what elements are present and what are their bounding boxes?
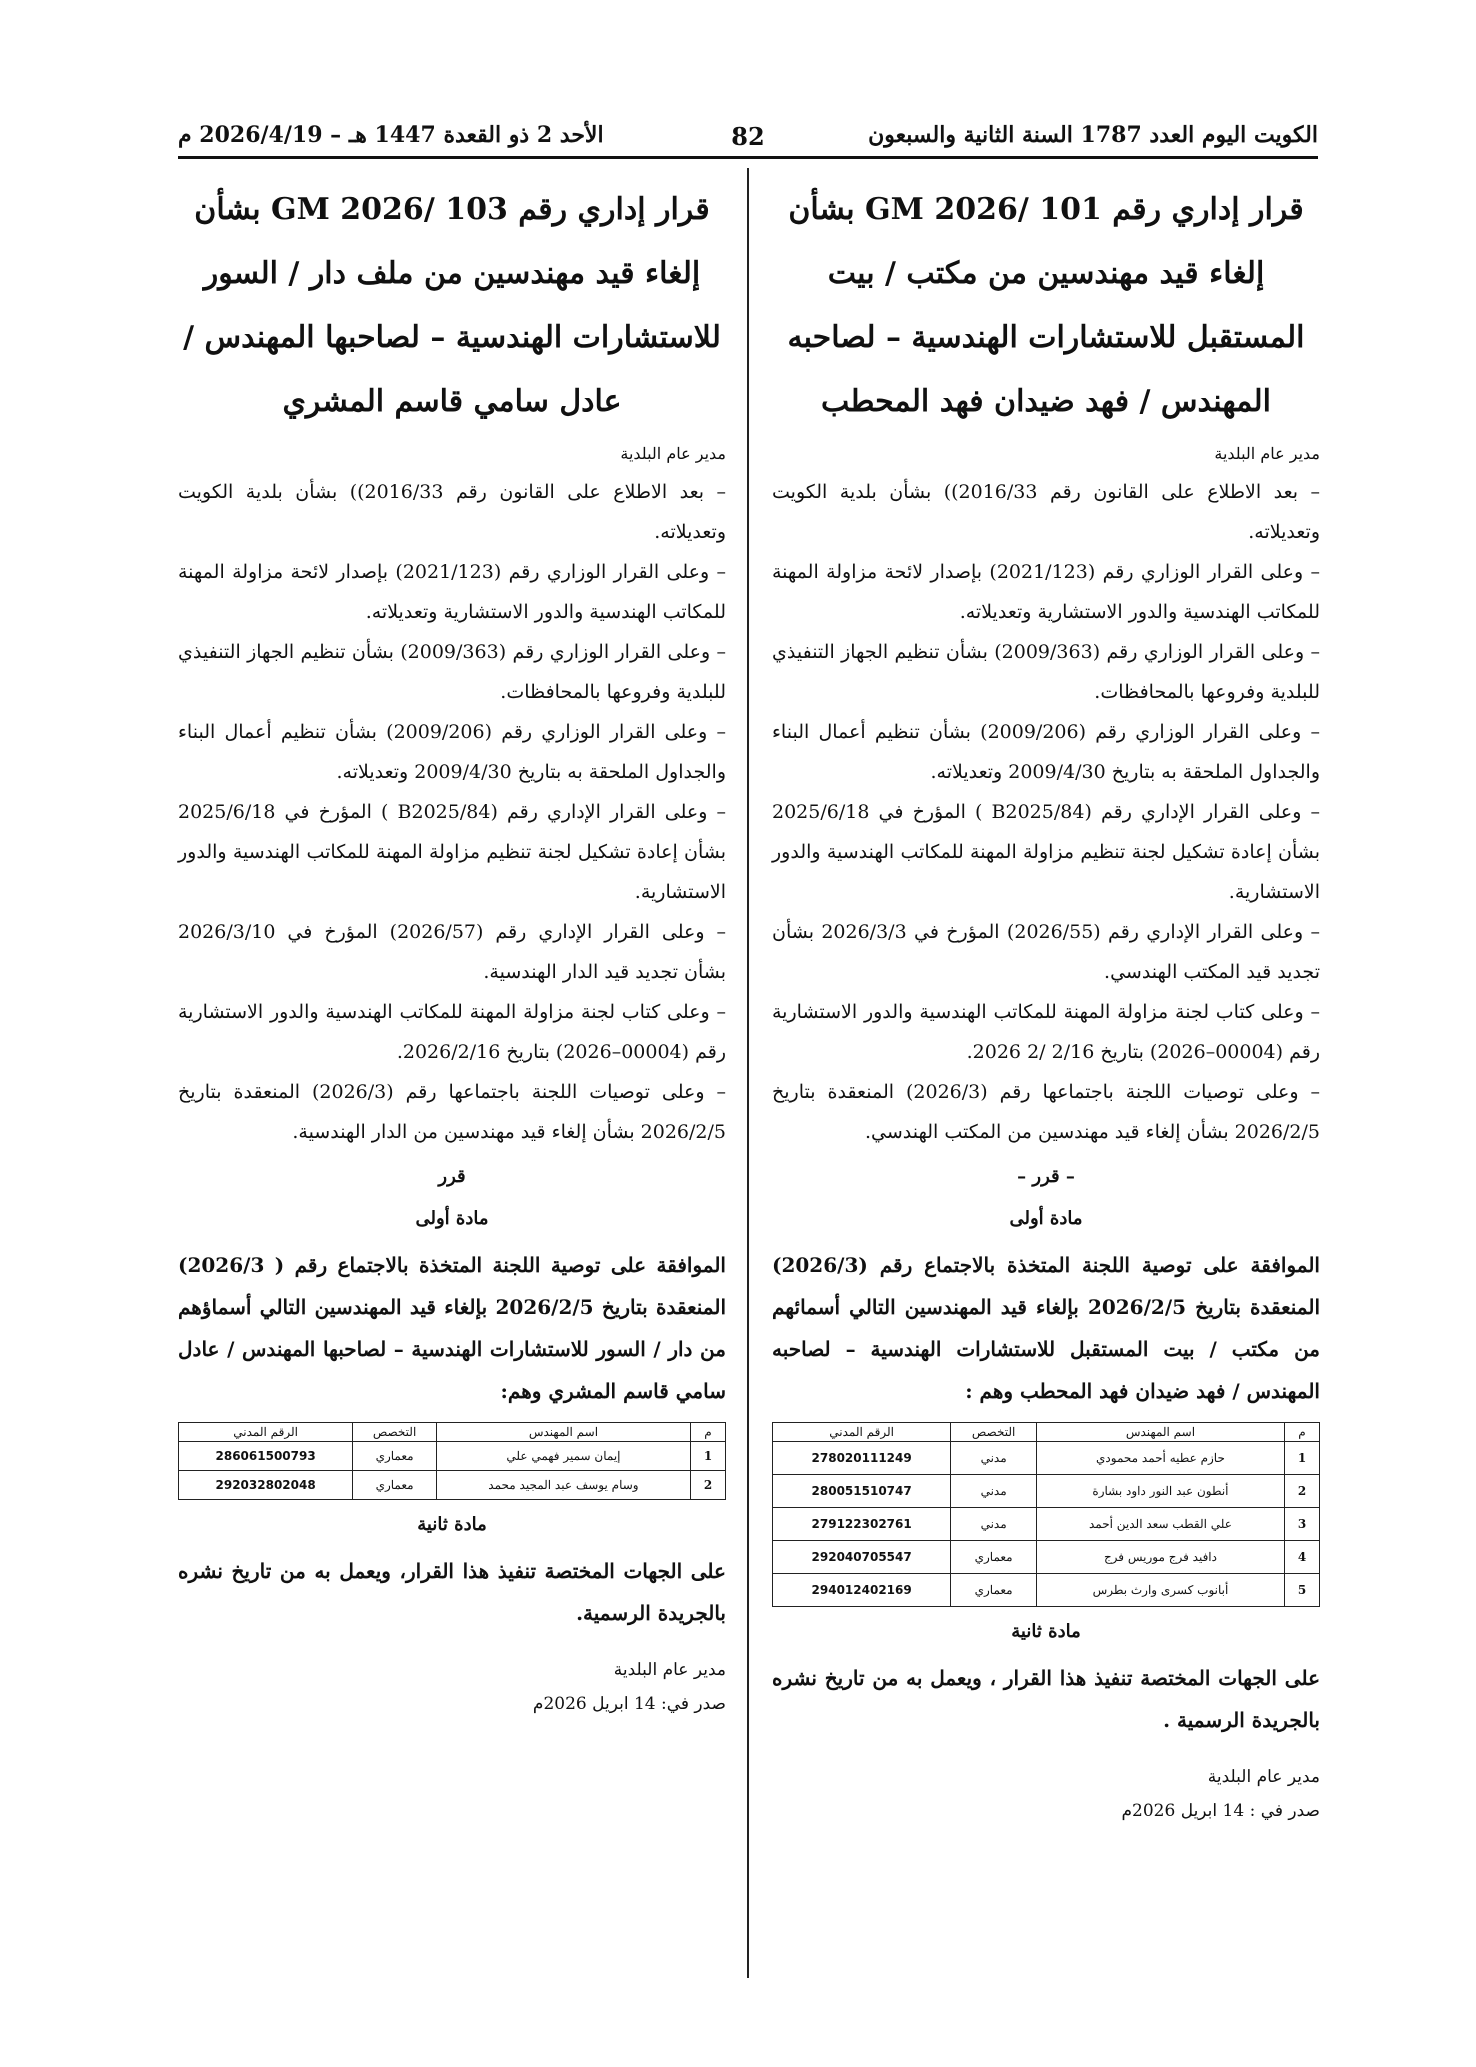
engineer-name: دافيد فرج موريس فرج (1036, 1541, 1284, 1574)
recital: – وعلى القرار الوزاري رقم (2021/123) بإصدار لائحة مزاولة المهنة للمكاتب الهندسية والدور الاستشارية وتعديلاته. (772, 561, 1320, 623)
recital: – وعلى القرار الوزاري رقم (2009/363) بشأن تنظيم الجهاز التنفيذي للبلدية وفروعها بالمحافظات. (178, 641, 726, 703)
row-no: 2 (1285, 1475, 1320, 1508)
article-1-heading: مادة أولى (1009, 1208, 1083, 1229)
col-header-no: م (1285, 1423, 1320, 1442)
issued-date: صدر في: 14 ابريل 2026م (532, 1694, 726, 1714)
issue-date: الأحد 2 ذو القعدة 1447 هـ – 2026/4/19 م (178, 122, 604, 148)
decision-title: قرار إداري رقم 103 /GM 2026 بشأن إلغاء قيد مهندسين من ملف دار / السور للاستشارات الهندسية – لصاحبها المهندس / عادل سامي قاسم المشري (183, 192, 721, 419)
civil-id: 286061500793 (179, 1442, 353, 1471)
recital: – بعد الاطلاع على القانون رقم 2016/33)) بشأن بلدية الكويت وتعديلاته. (772, 481, 1320, 543)
col-header-no: م (691, 1423, 726, 1442)
decision-title: قرار إداري رقم GM 2026/ 101 بشأن إلغاء قيد مهندسين من مكتب / بيت المستقبل للاستشارات الهندسية – لصاحبه المهندس / فهد ضيدان فهد المحطب (787, 192, 1305, 419)
recital: – وعلى القرار الإداري رقم (B2025/84 ) المؤرخ في 2025/6/18 بشأن إعادة تشكيل لجنة تنظيم مزاولة المهنة للمكاتب الهندسية والدور الاستشارية. (772, 801, 1320, 903)
table-row (773, 1541, 1320, 1574)
page-header (178, 118, 1318, 159)
engineers-table (772, 1422, 1320, 1607)
decided-heading: – قرر – (1017, 1166, 1075, 1187)
row-no: 1 (1285, 1442, 1320, 1475)
engineer-spec: مدني (951, 1442, 1037, 1475)
director-label: مدير عام البلدية (620, 444, 726, 463)
recital: – وعلى كتاب لجنة مزاولة المهنة للمكاتب الهندسية والدور الاستشارية رقم (00004–2026) بتاريخ 2026/2/16. (178, 1001, 726, 1063)
engineer-name: أنطون عبد النور داود بشارة (1036, 1475, 1284, 1508)
engineer-spec: معماري (951, 1574, 1037, 1607)
engineers-table (178, 1422, 726, 1500)
row-no: 4 (1285, 1541, 1320, 1574)
article-2-text: على الجهات المختصة تنفيذ هذا القرار، ويعمل به من تاريخ نشره بالجريدة الرسمية. (178, 1559, 726, 1625)
engineer-spec: معماري (951, 1541, 1037, 1574)
table-row (179, 1442, 726, 1471)
engineer-spec: مدني (951, 1508, 1037, 1541)
col-header-name: اسم المهندس (1036, 1423, 1284, 1442)
recital: – بعد الاطلاع على القانون رقم 2016/33)) بشأن بلدية الكويت وتعديلاته. (178, 481, 726, 543)
article-2-heading: مادة ثانية (1011, 1621, 1081, 1642)
signoff: مدير عام البلدية (1207, 1767, 1320, 1787)
page-number: 82 (731, 122, 765, 151)
gazette-issue: الكويت اليوم العدد 1787 السنة الثانية والسبعون (868, 122, 1318, 148)
engineer-name: وسام يوسف عبد المجيد محمد (436, 1471, 690, 1500)
recital: – وعلى القرار الإداري رقم (2026/55) المؤرخ في 2026/3/3 بشأن تجديد قيد المكتب الهندسي. (772, 921, 1320, 983)
civil-id: 278020111249 (773, 1442, 951, 1475)
recital: – وعلى القرار الإداري رقم (2026/57) المؤرخ في 2026/3/10 بشأن تجديد قيد الدار الهندسية. (178, 921, 726, 983)
col-header-id: الرقم المدني (773, 1423, 951, 1442)
row-no: 5 (1285, 1574, 1320, 1607)
table-row (773, 1442, 1320, 1475)
article-1-heading: مادة أولى (415, 1208, 489, 1229)
decision-103 (178, 178, 726, 1728)
recital: – وعلى القرار الوزاري رقم (2021/123) بإصدار لائحة مزاولة المهنة للمكاتب الهندسية والدور الاستشارية وتعديلاته. (178, 561, 726, 623)
table-row (773, 1574, 1320, 1607)
col-header-spec: التخصص (353, 1423, 437, 1442)
article-1-text: الموافقة على توصية اللجنة المتخذة بالاجتماع رقم (2026/3) المنعقدة بتاريخ 2026/2/5 بإلغاء قيد المهندسين التالي أسمائهم من مكتب / بيت المستقبل للاستشارات الهندسية – لصاحبه المهندس / فهد ضيدان فهد المحطب وهم : (772, 1253, 1321, 1403)
recital: – وعلى القرار الوزاري رقم (2009/363) بشأن تنظيم الجهاز التنفيذي للبلدية وفروعها بالمحافظات. (772, 641, 1320, 703)
recital: – وعلى توصيات اللجنة باجتماعها رقم (2026/3) المنعقدة بتاريخ 2026/2/5 بشأن إلغاء قيد مهندسين من الدار الهندسية. (178, 1081, 726, 1143)
engineer-spec: مدني (951, 1475, 1037, 1508)
table-row (179, 1471, 726, 1500)
recital: – وعلى القرار الإداري رقم (B2025/84 ) المؤرخ في 2025/6/18 بشأن إعادة تشكيل لجنة تنظيم مزاولة المهنة للمكاتب الهندسية والدور الاستشارية. (178, 801, 726, 903)
article-1-text: الموافقة على توصية اللجنة المتخذة بالاجتماع رقم ( 2026/3) المنعقدة بتاريخ 2026/2/5 بإلغاء قيد المهندسين التالي أسماؤهم من دار / السور للاستشارات الهندسية – لصاحبها المهندس / عادل سامي قاسم المشري وهم: (178, 1253, 727, 1403)
row-no: 3 (1285, 1508, 1320, 1541)
civil-id: 280051510747 (773, 1475, 951, 1508)
civil-id: 294012402169 (773, 1574, 951, 1607)
director-label: مدير عام البلدية (1214, 444, 1320, 463)
engineer-name: أبانوب كسرى وارث بطرس (1036, 1574, 1284, 1607)
article-2-heading: مادة ثانية (417, 1514, 487, 1535)
engineer-spec: معماري (353, 1471, 437, 1500)
engineer-name: حازم عطيه أحمد محمودي (1036, 1442, 1284, 1475)
table-row (773, 1508, 1320, 1541)
recital: – وعلى القرار الوزاري رقم (2009/206) بشأن تنظيم أعمال البناء والجداول الملحقة به بتاريخ 2009/4/30 وتعديلاته. (178, 721, 726, 783)
civil-id: 292040705547 (773, 1541, 951, 1574)
issued-date: صدر في : 14 ابريل 2026م (1121, 1801, 1320, 1821)
decided-heading: قرر (438, 1166, 466, 1187)
col-header-name: اسم المهندس (436, 1423, 690, 1442)
signoff: مدير عام البلدية (613, 1660, 726, 1680)
decision-101 (772, 178, 1320, 1835)
row-no: 2 (691, 1471, 726, 1500)
engineer-spec: معماري (353, 1442, 437, 1471)
recital: – وعلى القرار الوزاري رقم (2009/206) بشأن تنظيم أعمال البناء والجداول الملحقة به بتاريخ 2009/4/30 وتعديلاته. (772, 721, 1320, 783)
row-no: 1 (691, 1442, 726, 1471)
engineer-name: علي القطب سعد الدين أحمد (1036, 1508, 1284, 1541)
recital: – وعلى توصيات اللجنة باجتماعها رقم (2026/3) المنعقدة بتاريخ 2026/2/5 بشأن إلغاء قيد مهندسين من المكتب الهندسي. (772, 1081, 1320, 1143)
civil-id: 292032802048 (179, 1471, 353, 1500)
engineer-name: إيمان سمير فهمي علي (436, 1442, 690, 1471)
table-row (773, 1475, 1320, 1508)
col-header-id: الرقم المدني (179, 1423, 353, 1442)
column-divider (747, 168, 749, 1978)
col-header-spec: التخصص (951, 1423, 1037, 1442)
recital: – وعلى كتاب لجنة مزاولة المهنة للمكاتب الهندسية والدور الاستشارية رقم (00004–2026) بتاريخ 2/16 /2 2026. (772, 1001, 1320, 1063)
article-2-text: على الجهات المختصة تنفيذ هذا القرار ، ويعمل به من تاريخ نشره بالجريدة الرسمية . (772, 1666, 1320, 1732)
civil-id: 279122302761 (773, 1508, 951, 1541)
